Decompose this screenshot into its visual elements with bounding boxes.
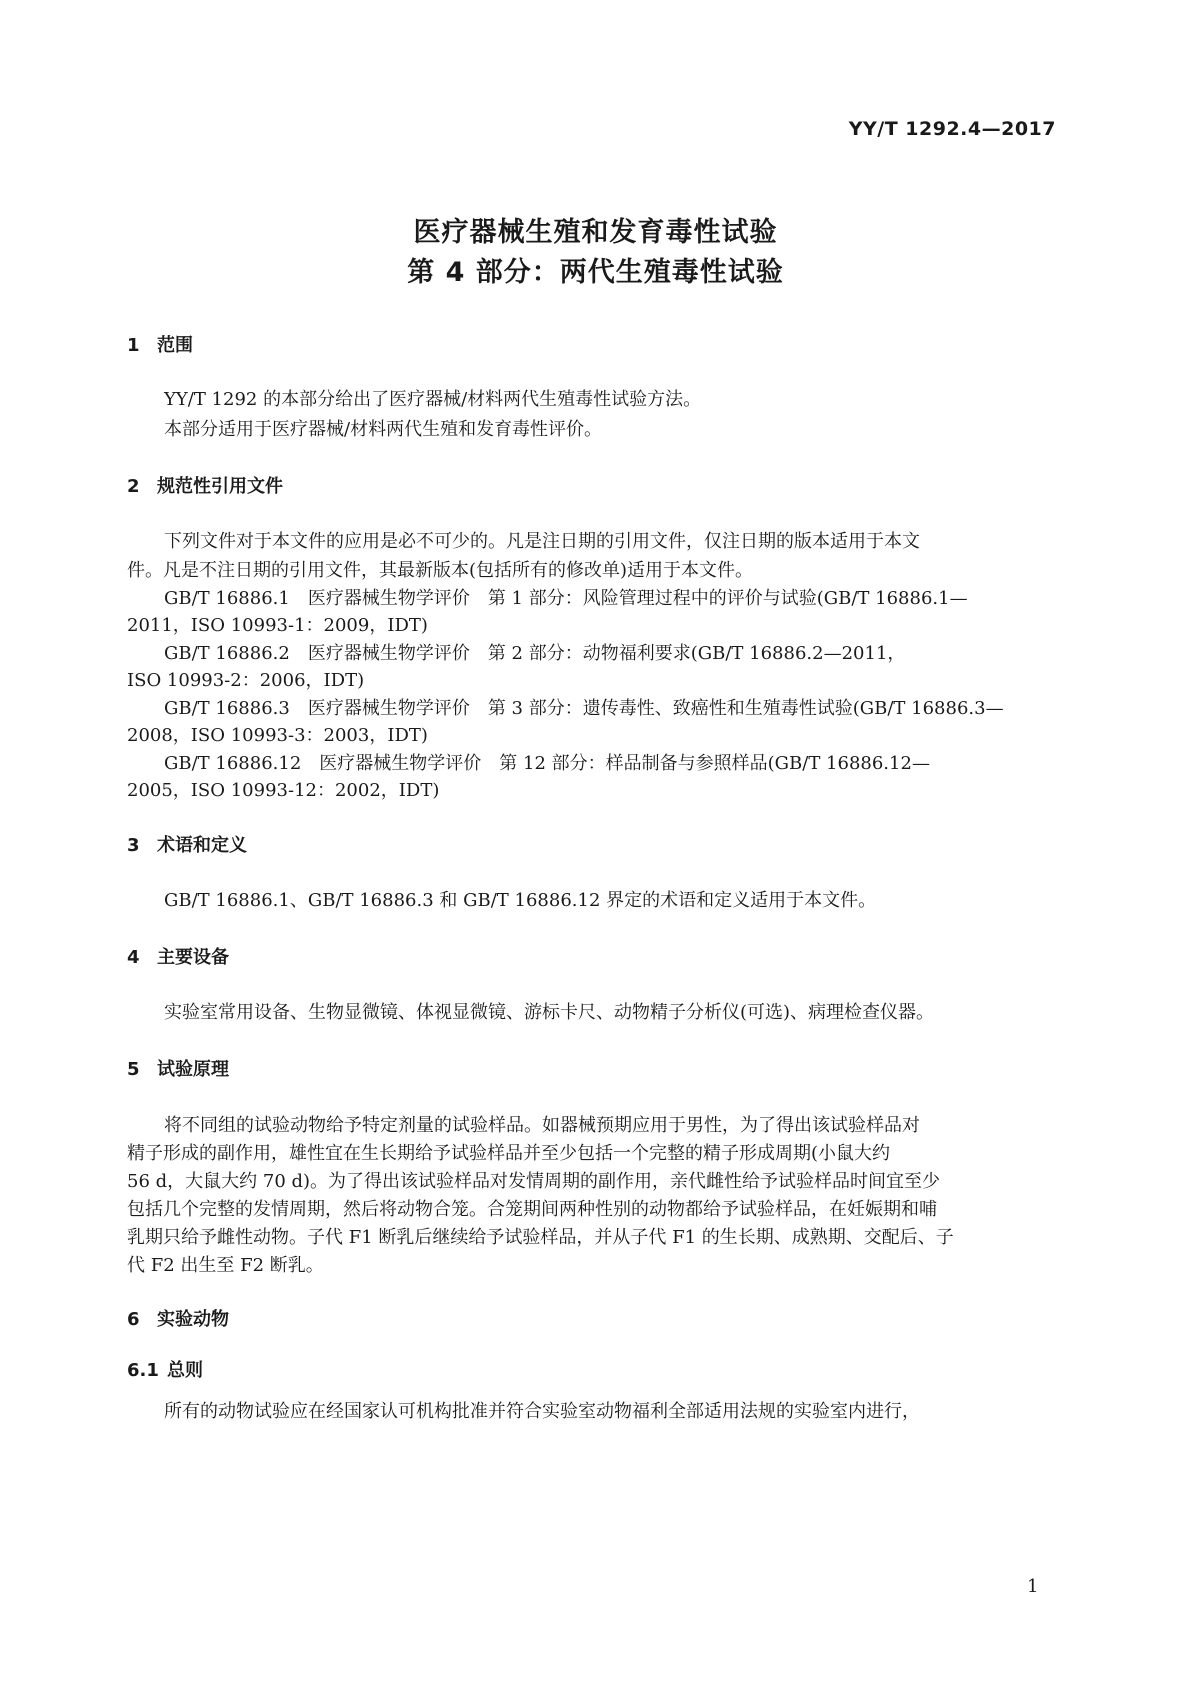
reference-line: GB/T 16886.3 医疗器械生物学评价 第 3 部分：遗传毒性、致癌性和生殖毒性试验(GB/T 16886.3— (164, 698, 1004, 719)
section-number: 2 (127, 476, 140, 497)
reference-line: GB/T 16886.1 医疗器械生物学评价 第 1 部分：风险管理过程中的评价与试验(GB/T 16886.1— (164, 588, 968, 609)
reference-line: GB/T 16886.2 医疗器械生物学评价 第 2 部分：动物福利要求(GB/T 16886.2—2011， (164, 643, 906, 664)
reference-line: ISO 10993-2：2006，IDT) (127, 670, 365, 691)
paragraph-line: 精子形成的副作用，雄性宜在生长期给予试验样品并至少包括一个完整的精子形成周期(小鼠大约 (127, 1143, 891, 1164)
section-title: 术语和定义 (157, 835, 247, 856)
paragraph-line: 下列文件对于本文件的应用是必不可少的。凡是注日期的引用文件，仅注日期的版本适用于本文 (164, 531, 920, 552)
section-title: 试验原理 (157, 1059, 229, 1080)
section-title: 范围 (157, 335, 193, 356)
section-5-heading (127, 1055, 229, 1081)
section-number: 5 (127, 1059, 140, 1080)
section-6-heading (127, 1305, 229, 1331)
paragraph-line: 包括几个完整的发情周期，然后将动物合笼。合笼期间两种性别的动物都给予试验样品，在妊娠期和哺 (127, 1199, 937, 1220)
subsection-6-1-heading (127, 1356, 203, 1382)
paragraph: GB/T 16886.1、GB/T 16886.3 和 GB/T 16886.12 界定的术语和定义适用于本文件。 (164, 890, 877, 911)
paragraph-line: 将不同组的试验动物给予特定剂量的试验样品。如器械预期应用于男性，为了得出该试验样品对 (164, 1115, 920, 1136)
document-title: 医疗器械生殖和发育毒性试验 (413, 217, 778, 248)
reference-line: GB/T 16886.12 医疗器械生物学评价 第 12 部分：样品制备与参照样品(GB/T 16886.12— (164, 753, 930, 774)
section-number: 1 (127, 335, 140, 356)
section-3-heading (127, 831, 247, 857)
document-subtitle: 第 4 部分：两代生殖毒性试验 (407, 257, 784, 288)
section-title: 主要设备 (157, 947, 229, 968)
reference-line: 2008，ISO 10993-3：2003，IDT) (127, 725, 428, 746)
reference-line: 2005，ISO 10993-12：2002，IDT) (127, 780, 440, 801)
paragraph-line: 乳期只给予雌性动物。子代 F1 断乳后继续给予试验样品，并从子代 F1 的生长期、成熟期、交配后、子 (127, 1227, 954, 1248)
standard-code: YY/T 1292.4—2017 (848, 118, 1056, 140)
reference-line: 2011，ISO 10993-1：2009，IDT) (127, 615, 428, 636)
paragraph: 实验室常用设备、生物显微镜、体视显微镜、游标卡尺、动物精子分析仪(可选)、病理检查仪器。 (164, 1002, 935, 1023)
section-2-heading (127, 472, 283, 498)
paragraph: YY/T 1292 的本部分给出了医疗器械/材料两代生殖毒性试验方法。 (164, 389, 702, 410)
paragraph-line: 56 d，大鼠大约 70 d)。为了得出该试验样品对发情周期的副作用，亲代雌性给予试验样品时间宜至少 (127, 1171, 941, 1192)
subsection-title: 总则 (167, 1360, 203, 1381)
section-1-heading (127, 331, 193, 357)
section-title: 规范性引用文件 (157, 476, 283, 497)
paragraph-line: 代 F2 出生至 F2 断乳。 (127, 1255, 324, 1276)
section-number: 6 (127, 1309, 140, 1330)
section-number: 4 (127, 947, 140, 968)
section-number: 3 (127, 835, 140, 856)
section-4-heading (127, 943, 229, 969)
section-title: 实验动物 (157, 1309, 229, 1330)
subsection-number: 6.1 (127, 1360, 159, 1381)
paragraph: 本部分适用于医疗器械/材料两代生殖和发育毒性评价。 (164, 419, 603, 440)
paragraph-line: 所有的动物试验应在经国家认可机构批准并符合实验室动物福利全部适用法规的实验室内进行， (164, 1401, 920, 1422)
paragraph-line: 件。凡是不注日期的引用文件，其最新版本(包括所有的修改单)适用于本文件。 (127, 560, 754, 581)
page-number: 1 (1027, 1576, 1039, 1597)
